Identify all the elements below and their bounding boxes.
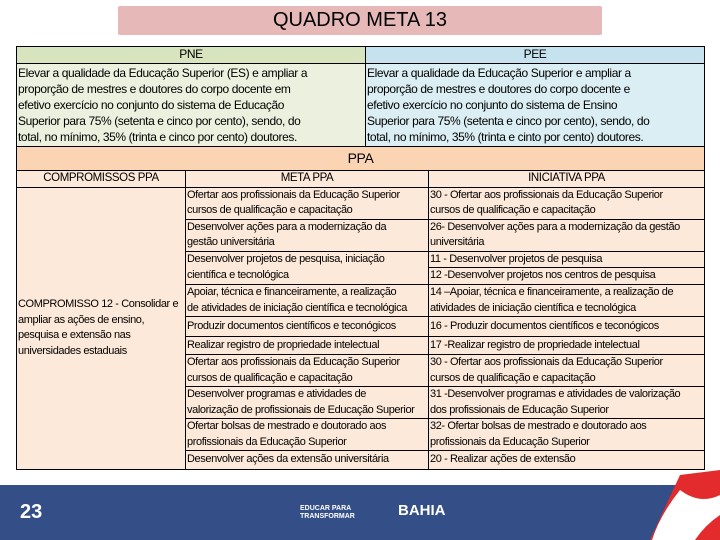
bahia-flag-icon: [650, 465, 720, 540]
meta-cell: [186, 317, 429, 337]
text-line: proporção de mestres e doutores do corpo docente em: [18, 82, 291, 96]
meta-cell: [186, 419, 429, 451]
text-line: 20 - Realizar ações de extensão: [430, 453, 576, 466]
text-line: Desenvolver ações para a modernização da: [187, 220, 387, 233]
text-line: Superior para 75% (setenta e cinco por cento), sendo, do: [18, 114, 301, 128]
text-line: dos profissionais de Educação Superior: [430, 403, 609, 416]
iniciativa-cell: [429, 187, 705, 219]
bahia-logo: BAHIA: [398, 502, 446, 519]
meta-cell: [186, 251, 429, 285]
text-line: 32- Ofertar bolsas de mestrado e doutorado aos: [430, 420, 647, 432]
text-line: proporção de mestres e doutores do corpo docente e: [367, 82, 630, 96]
text-line: 16 - Produzir documentos científicos e teconógicos: [430, 319, 659, 332]
pne-header: PNE: [17, 47, 366, 64]
iniciativa-cell: [429, 355, 705, 387]
pne-pee-table: [16, 46, 705, 148]
text-line: Elevar a qualidade da Educação Superior e ampliar a: [367, 66, 631, 80]
text-line: cursos de qualificação e capacitação: [187, 371, 353, 384]
iniciativa-cell: [429, 317, 705, 337]
table-row: [17, 187, 705, 219]
text-line: 11 - Desenvolver projetos de pesquisa: [430, 252, 603, 265]
footer-bar: [0, 485, 720, 540]
compromisso-cell: [17, 187, 186, 470]
text-line: cursos de qualificação e capacitação: [430, 371, 596, 384]
iniciativa-cell: [429, 251, 705, 268]
text-line: efetivo exercício no conjunto do sistema de Educação: [18, 98, 285, 112]
ppa-table: [16, 146, 705, 470]
iniciativa-cell: [429, 419, 705, 451]
meta-cell: [186, 187, 429, 219]
text-line: científica e tecnológica: [187, 268, 289, 281]
text-line: gestão universitária: [187, 236, 275, 248]
iniciativa-cell: [429, 387, 705, 419]
text-line: 12 -Desenvolver projetos nos centros de pesquisa: [430, 269, 656, 282]
meta-cell: [186, 355, 429, 387]
slide-title: QUADRO META 13: [118, 6, 602, 35]
pne-text: [17, 63, 366, 147]
col-meta: META PPA: [186, 171, 429, 188]
iniciativa-cell: [429, 219, 705, 251]
text-line: Produzir documentos científicos e teconógicos: [187, 319, 396, 332]
text-line: Desenvolver ações da extensão universitária: [187, 453, 389, 466]
pee-text: [366, 63, 705, 147]
meta-cell: [186, 337, 429, 355]
text-line: efetivo exercício no conjunto do sistema de Ensino: [367, 98, 618, 112]
text-line: de atividades de iniciação científica e tecnológica: [187, 301, 407, 314]
text-line: Desenvolver projetos de pesquisa, iniciação: [187, 253, 385, 266]
meta-cell: [186, 285, 429, 317]
text-line: ampliar as ações de ensino,: [18, 313, 145, 326]
text-line: Realizar registro de propriedade intelectual: [187, 338, 380, 351]
iniciativa-cell: [429, 337, 705, 355]
text-line: Desenvolver programas e atividades de: [187, 388, 367, 400]
text-line: 31 -Desenvolver programas e atividades de valorização: [430, 388, 681, 400]
iniciativa-cell: [429, 285, 705, 317]
text-line: COMPROMISSO 12 - Consolidar e: [18, 298, 179, 311]
text-line: profissionais da Educação Superior: [430, 435, 590, 448]
educar-logo: EDUCAR PARA TRANSFORMAR: [300, 505, 355, 520]
text-line: atividades de iniciação científica e tecnológica: [430, 301, 636, 314]
meta-cell: [186, 451, 429, 470]
text-line: 14 –Apoiar, técnica e financeiramente, a realização de: [430, 286, 674, 298]
page-number: 23: [20, 501, 43, 523]
text-line: Ofertar aos profissionais da Educação Superior: [187, 356, 400, 368]
text-line: cursos de qualificação e capacitação: [430, 204, 596, 216]
col-compromissos: COMPROMISSOS PPA: [17, 171, 186, 188]
text-line: 17 -Realizar registro de propriedade intelectual: [430, 338, 640, 351]
text-line: Superior para 75% (setenta e cinco por cento), sendo, do: [367, 114, 650, 128]
text-line: 30 - Ofertar aos profissionais da Educação Superior: [430, 356, 663, 368]
text-line: 30 - Ofertar aos profissionais da Educação Superior: [430, 188, 663, 201]
meta-cell: [186, 387, 429, 419]
text-line: cursos de qualificação e capacitação: [187, 204, 353, 216]
text-line: Apoiar, técnica e financeiramente, a realização: [187, 286, 397, 298]
text-line: total, no mínimo, 35% (trinta e cinco por cento) doutores.: [18, 130, 297, 144]
text-line: pesquisa e extensão nas: [18, 329, 131, 342]
text-line: Ofertar bolsas de mestrado e doutorado aos: [187, 420, 387, 432]
text-line: Ofertar aos profissionais da Educação Superior: [187, 188, 400, 201]
ppa-header: PPA: [17, 147, 705, 171]
text-line: universidades estaduais: [18, 344, 127, 357]
text-line: universitária: [430, 236, 485, 248]
iniciativa-cell: [429, 268, 705, 285]
text-line: profissionais da Educação Superior: [187, 435, 347, 448]
text-line: 26- Desenvolver ações para a modernização da gestão: [430, 220, 680, 233]
meta-cell: [186, 219, 429, 251]
text-line: Elevar a qualidade da Educação Superior (ES) e ampliar a: [18, 66, 308, 80]
pee-header: PEE: [366, 47, 705, 64]
text-line: total, no mínimo, 35% (trinta e cinto por cento) doutores.: [367, 130, 644, 144]
col-iniciativa: INICIATIVA PPA: [429, 171, 705, 188]
text-line: valorização de profissionais de Educação Superior: [187, 403, 415, 416]
